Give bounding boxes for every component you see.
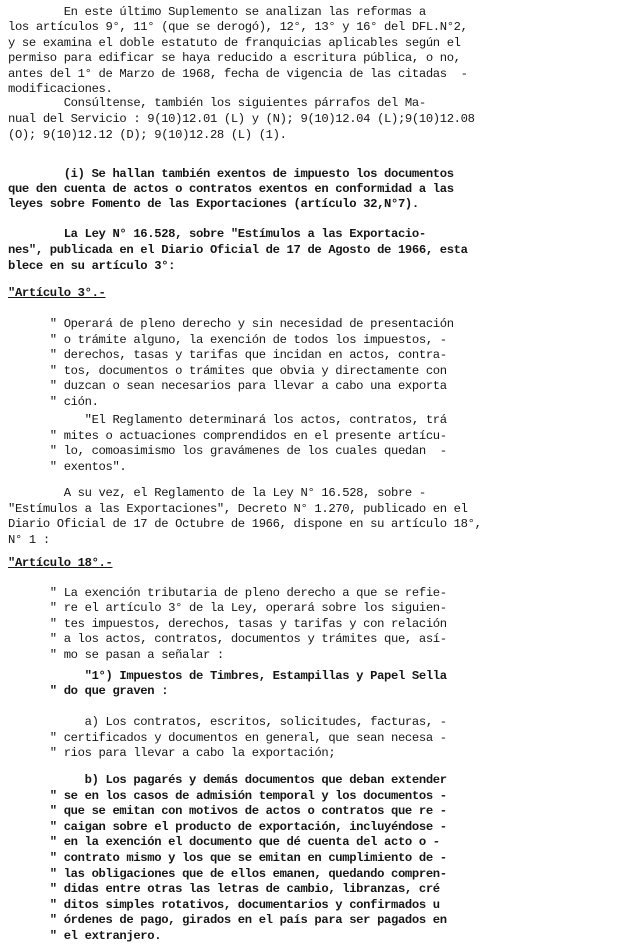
- q2-line: " exentos".: [8, 459, 127, 474]
- h1-line: "Artículo 3°.-: [8, 286, 106, 300]
- p4-line: blece en su artículo 3°:: [8, 258, 176, 273]
- p5-line: Diario Oficial de 17 de Octubre de 1966, dispone en su artículo 18°,: [8, 517, 482, 532]
- q3-line: " a los actos, contratos, documentos y trámites que, así-: [8, 632, 447, 647]
- p2-line: Consúltense, también los siguientes párrafos del Ma-: [8, 96, 426, 110]
- q2-line: " lo, comoasimismo los gravámenes de los cuales quedan -: [8, 444, 447, 458]
- q1-line: " ción.: [8, 395, 99, 409]
- q3-line: " La exención tributaria de pleno derecho a que se refie-: [8, 586, 447, 600]
- h2-line: "Artículo 18°.-: [8, 556, 113, 570]
- q1-line: " Operará de pleno derecho y sin necesidad de presentación: [8, 317, 454, 331]
- q3-line: " mo se pasan a señalar :: [8, 647, 224, 662]
- q6-line: " que se emitan con motivos de actos o contratos que re -: [8, 804, 447, 819]
- q6-line: " las obligaciones que de ellos emanen, quedando compren-: [8, 866, 447, 881]
- p1-line: En este último Suplemento se analizan las reformas a: [8, 5, 426, 19]
- p1-line: modificaciones.: [8, 82, 113, 96]
- q4-line: " do que graven :: [8, 684, 169, 699]
- q2-line: " mites o actuaciones comprendidos en el presente artícu-: [8, 428, 447, 443]
- q6-line: " órdenes de pago, girados en el país para ser pagados en: [8, 913, 447, 928]
- p4-line: La Ley N° 16.528, sobre "Estímulos a las Exportacio-: [8, 227, 426, 241]
- p1-line: antes del 1° de Marzo de 1968, fecha de vigencia de las citadas -: [8, 66, 468, 81]
- q3-line: " re el artículo 3° de la Ley, operará sobre los siguien-: [8, 601, 447, 616]
- q1-line: " tos, documentos o trámites que obvia y directamente con: [8, 363, 447, 378]
- q3-line: " tes impuestos, derechos, tasas y tarifas y con relación: [8, 616, 447, 631]
- q6-line: " el extranjero.: [8, 929, 162, 943]
- q1-line: " derechos, tasas y tarifas que incidan en actos, contra-: [8, 348, 447, 363]
- p5-line: A su vez, el Reglamento de la Ley N° 16.528, sobre -: [8, 486, 426, 500]
- q5-line: " rios para llevar a cabo la exportación;: [8, 746, 336, 761]
- q5-line: a) Los contratos, escritos, solicitudes, facturas, -: [8, 715, 447, 729]
- q4-line: "1°) Impuestos de Timbres, Estampillas y Papel Sella: [8, 669, 447, 683]
- p5-line: N° 1 :: [8, 532, 50, 547]
- p1-line: los artículos 9°, 11° (que se derogó), 12°, 13° y 16° del DFL.N°2,: [8, 20, 468, 35]
- p3-line: (i) Se hallan también exentos de impuesto los documentos: [8, 167, 454, 181]
- p1-line: permiso para edificar se haya reducido a escritura pública, o no,: [8, 51, 461, 66]
- q6-line: " contrato mismo y los que se emitan en cumplimiento de -: [8, 851, 447, 865]
- q2-line: "El Reglamento determinará los actos, contratos, trá: [8, 413, 447, 427]
- p2-line: (O); 9(10)12.12 (D); 9(10)12.28 (L) (1).: [8, 128, 287, 142]
- q6-line: " en la exención el documento que dé cuenta del acto o -: [8, 835, 440, 850]
- q6-line: " se en los casos de admisión temporal y los documentos -: [8, 788, 447, 803]
- p3-line: leyes sobre Fomento de las Exportaciones (artículo 32,N°7).: [8, 197, 419, 212]
- q5-line: " certificados y documentos en general, que sean necesa -: [8, 730, 447, 745]
- p1-line: y se examina el doble estatuto de franquicias aplicables según el: [8, 35, 461, 50]
- p5-line: "Estímulos a las Exportaciones", Decreto N° 1.270, publicado en el: [8, 501, 468, 516]
- p4-line: nes", publicada en el Diario Oficial de 17 de Agosto de 1966, esta: [8, 242, 468, 257]
- q6-line: " caigan sobre el producto de exportación, incluyéndose -: [8, 819, 447, 834]
- p3-line: que den cuenta de actos o contratos exentos en conformidad a las: [8, 182, 454, 197]
- q1-line: " o trámite alguno, la exención de todos los impuestos, -: [8, 332, 447, 347]
- q6-line: " ditos simples rotativos, documentarios y confirmados u: [8, 897, 440, 912]
- q6-line: " didas entre otras las letras de cambio, libranzas, cré: [8, 882, 440, 897]
- p2-line: nual del Servicio : 9(10)12.01 (L) y (N); 9(10)12.04 (L);9(10)12.08: [8, 112, 475, 126]
- q6-line: b) Los pagarés y demás documentos que deban extender: [8, 773, 447, 787]
- q1-line: " duzcan o sean necesarios para llevar a cabo una exporta: [8, 379, 447, 394]
